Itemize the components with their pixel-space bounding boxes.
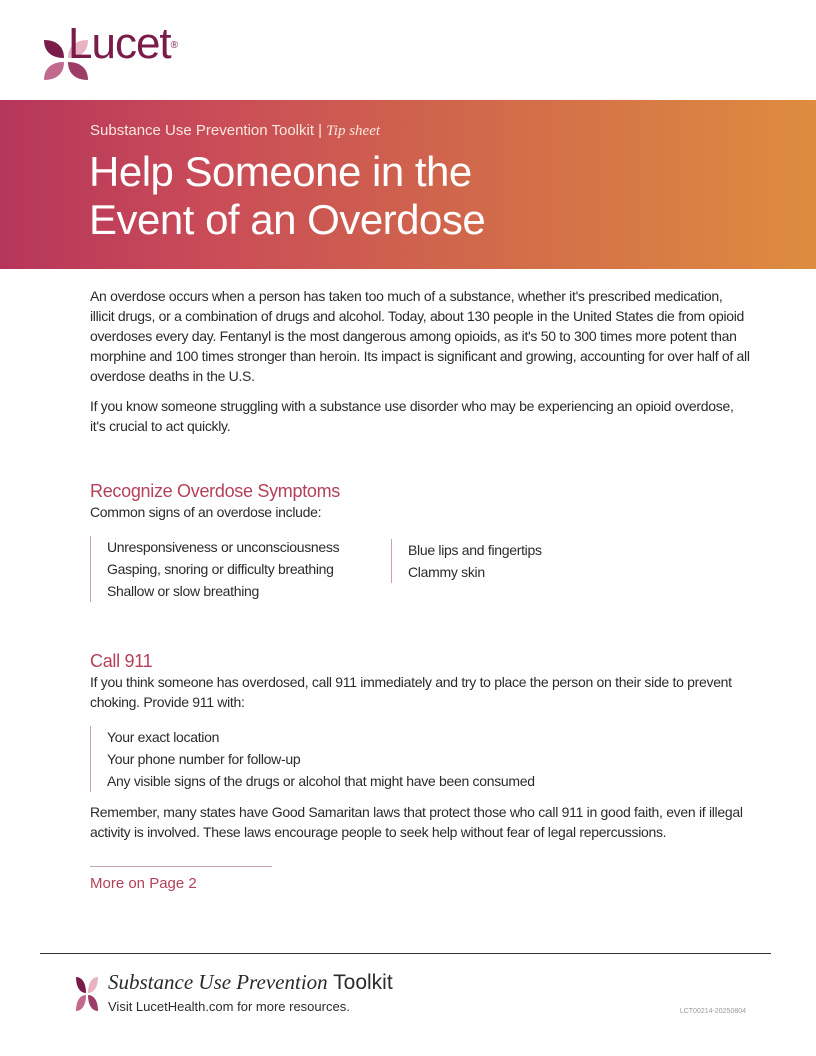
call911-heading: Call 911 — [90, 651, 153, 671]
list-item: Blue lips and fingertips — [408, 542, 542, 558]
main-content — [90, 286, 750, 852]
divider — [90, 866, 272, 867]
call911-lead: If you think someone has overdosed, call 911 immediately and try to place the person on their side to prevent choking. Provide 911 with: — [90, 674, 732, 710]
footer-subtitle: Visit LucetHealth.com for more resources. — [108, 999, 350, 1014]
footer-divider — [40, 953, 771, 954]
good-samaritan-note: Remember, many states have Good Samaritan laws that protect those who call 911 in good faith, even if illegal activity is involved. These laws encourage people to seek help without fear of legal repercussions. — [90, 804, 743, 840]
symptoms-list-left — [90, 536, 375, 602]
symptoms-list-right — [391, 539, 542, 583]
more-section — [90, 866, 272, 893]
list-item: Shallow or slow breathing — [107, 583, 260, 599]
brand-wordmark: Lucet® — [68, 19, 178, 68]
list-item: Unresponsiveness or unconsciousness — [107, 539, 340, 555]
list-item: Any visible signs of the drugs or alcohol that might have been consumed — [107, 773, 535, 789]
eyebrow: Substance Use Prevention Toolkit | Tip sheet — [90, 122, 381, 139]
list-item: Gasping, snoring or difficulty breathing — [107, 561, 334, 577]
list-item: Clammy skin — [408, 564, 485, 580]
list-item: Your phone number for follow-up — [107, 751, 301, 767]
intro-paragraph: An overdose occurs when a person has taken too much of a substance, whether it's prescribed medication, illicit drugs, or a combination of drugs and alcohol. Today, about 130 people in the United States die from opioid overdoses every day. Fentanyl is the most dangerous among opioids, as it's 50 to 300 times more potent than morphine and 100 times stronger than heroin. Its impact is significant and growing, accounting for over half of all overdose deaths in the U.S. — [90, 288, 750, 384]
intro-paragraph: If you know someone struggling with a substance use disorder who may be experiencing an opioid overdose, it's crucial to act quickly. — [90, 398, 734, 434]
symptoms-columns — [90, 536, 750, 602]
document-code: LCT00214-20250804 — [679, 1008, 746, 1015]
list-item: Your exact location — [107, 729, 220, 745]
symptoms-heading: Recognize Overdose Symptoms — [90, 481, 341, 501]
hero-banner — [0, 100, 816, 269]
symptoms-lead: Common signs of an overdose include: — [90, 504, 322, 520]
call911-list — [90, 726, 750, 792]
lucet-petal-icon — [76, 973, 98, 1015]
more-on-page-2-link[interactable]: More on Page 2 — [90, 875, 197, 892]
page-title: Help Someone in the Event of an Overdose — [89, 148, 486, 243]
footer-title: Substance Use Prevention Toolkit — [108, 970, 393, 994]
